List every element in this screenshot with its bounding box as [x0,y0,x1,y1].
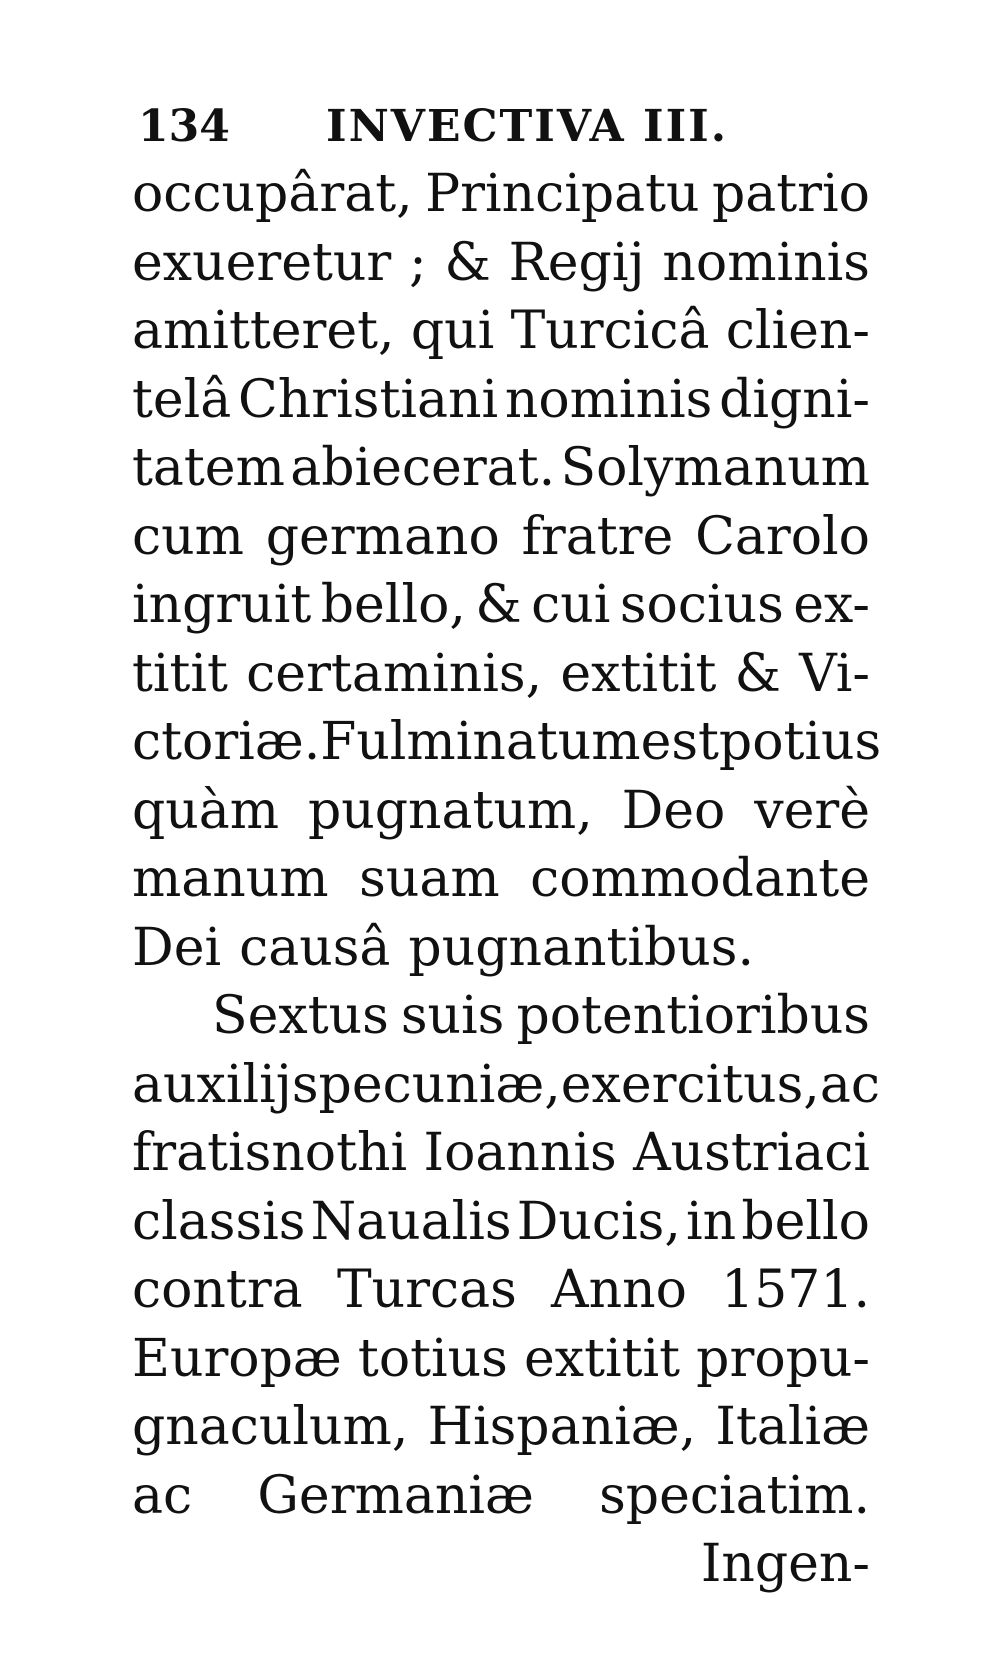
word: contra [132,1260,303,1320]
word: fratisnothi [132,1123,408,1183]
text-line [132,1188,870,1257]
word: Turcicâ [510,301,710,361]
word: Ioannis [423,1123,617,1183]
word: Naualis [310,1191,512,1252]
text-line [132,1393,870,1462]
word: suis [400,986,505,1046]
word: auxilijs [132,1054,319,1115]
word: Deo [621,780,726,841]
word: Principatu [425,164,700,224]
word: nominis [504,369,713,430]
word: & [444,232,491,293]
text-line [132,1462,870,1531]
word: Carolo [695,506,870,567]
text-line [132,777,870,846]
word: Ingen- [700,1534,870,1594]
word: extitit [560,643,717,704]
word: tatem [132,438,285,498]
word: Germaniæ [257,1465,534,1526]
text-line [132,1051,880,1120]
text-line [132,640,870,709]
word: patrio [712,164,870,224]
word: totius [357,1328,508,1389]
word: occupârat, [132,164,413,224]
text-line [132,1119,870,1188]
word: Hispaniæ, [427,1397,697,1457]
word: in [686,1191,737,1252]
text-line [132,503,870,572]
word: & [475,575,522,635]
text-line [132,982,870,1051]
word: ; [409,232,427,293]
word: 1571. [721,1260,870,1320]
word: verè [754,780,870,841]
word: Dei [132,917,222,978]
word: gnaculum, [132,1397,409,1457]
word: Turcas [336,1260,517,1320]
word: abiecerat. [290,438,556,498]
word: Sextus [212,986,389,1046]
word: Austriaci [633,1123,870,1183]
word: pugnantibus. [408,917,754,978]
text-line [132,1325,870,1394]
word: Europæ [132,1328,342,1389]
word: extitit [523,1328,681,1389]
word: & [734,643,781,704]
word: propu- [696,1328,870,1389]
word: titit [132,643,228,704]
word: suam [359,849,500,909]
word: exueretur [132,232,392,293]
word: amitteret, [132,301,395,361]
word: Solymanum [560,438,870,498]
text-line [132,297,870,366]
word: telâ [132,369,232,430]
word: potentioribus [516,986,870,1046]
word: classis [132,1191,306,1252]
word: Anno [551,1260,687,1320]
text-line [132,914,870,983]
word: clien- [725,301,870,361]
word: fratre [521,506,674,567]
word: ac [819,1054,880,1115]
word: Ducis, [516,1191,681,1252]
word: speciatim. [599,1465,870,1526]
word: est [640,712,719,772]
word: pecuniæ, [318,1054,561,1115]
word: digni- [719,369,870,430]
word: quàm [132,780,280,841]
word: Christiani [238,369,499,430]
word: socius [619,575,784,635]
word: bello [741,1191,870,1252]
word: causâ [239,917,391,978]
word: Fulminatum [320,712,641,772]
text-line [132,1256,870,1325]
word: Regij [508,232,645,293]
word: cum [132,506,244,567]
text-line [132,434,870,503]
word: Vi- [799,643,870,704]
word: Italiæ [715,1397,870,1457]
word: potius [718,712,882,772]
running-head: INVECTIVA III. [326,101,729,152]
body-text [132,160,882,1599]
word: ac [132,1465,193,1526]
text-line [132,366,870,435]
word: nominis [662,232,870,293]
word: certaminis, [246,643,543,704]
word: commodante [530,849,870,909]
page-header [138,92,918,162]
page-number: 134 [138,101,230,152]
text-line [132,845,870,914]
word: ingruit [132,575,312,635]
word: cui [531,575,611,635]
text-line [132,160,870,229]
word: ctoriæ. [132,712,321,772]
text-line [132,708,882,777]
catchword [132,1530,870,1599]
word: bello, [320,575,466,635]
text-line [132,571,870,640]
word: manum [132,849,329,909]
word: ex- [793,575,870,635]
word: pugnatum, [307,780,593,841]
word: qui [410,301,495,361]
word: germano [265,506,500,567]
word: exercitus, [560,1054,820,1115]
text-line [132,229,870,298]
